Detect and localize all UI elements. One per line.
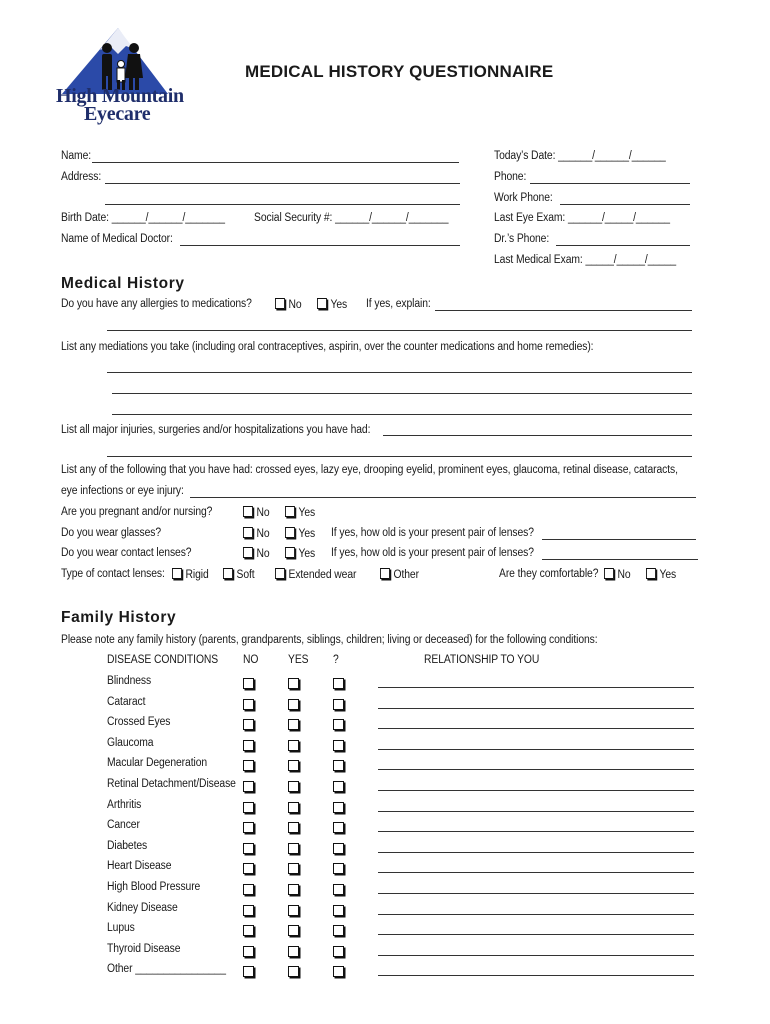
relationship-field[interactable] bbox=[378, 769, 694, 770]
allergies-explain-field[interactable] bbox=[435, 310, 692, 311]
todays-date-field[interactable]: Today’s Date: ______/______/______ bbox=[494, 150, 666, 162]
checkbox-unknown-icon[interactable] bbox=[333, 802, 344, 813]
condition-label: Cataract bbox=[107, 696, 146, 708]
condition-label: Blindness bbox=[107, 675, 152, 687]
relationship-field[interactable] bbox=[378, 708, 694, 709]
no-label: No bbox=[617, 569, 631, 581]
column-relationship: RELATIONSHIP TO YOU bbox=[424, 654, 540, 666]
checkbox-no-icon[interactable] bbox=[243, 966, 254, 977]
checkbox-no-icon[interactable] bbox=[243, 781, 254, 792]
checkbox-yes-icon[interactable] bbox=[288, 884, 299, 895]
checkbox-icon[interactable] bbox=[285, 506, 295, 517]
checkbox-yes-icon[interactable] bbox=[288, 925, 299, 936]
checkbox-icon[interactable] bbox=[243, 547, 253, 558]
medical-doctor-field[interactable] bbox=[180, 245, 460, 246]
allergies-explain-field-2[interactable] bbox=[107, 330, 692, 331]
checkbox-icon[interactable] bbox=[243, 506, 253, 517]
no-label: No bbox=[256, 548, 270, 560]
relationship-field[interactable] bbox=[378, 914, 694, 915]
checkbox-unknown-icon[interactable] bbox=[333, 740, 344, 751]
checkbox-no-icon[interactable] bbox=[243, 863, 254, 874]
checkbox-yes-icon[interactable] bbox=[288, 802, 299, 813]
condition-label: High Blood Pressure bbox=[107, 881, 201, 893]
condition-label: Macular Degeneration bbox=[107, 757, 208, 769]
medical-history-heading: Medical History bbox=[61, 275, 185, 292]
comfortable-question: Are they comfortable? bbox=[499, 568, 599, 580]
injuries-question: List all major injuries, surgeries and/or hospitalizations you have had: bbox=[61, 424, 371, 436]
checkbox-icon[interactable] bbox=[275, 298, 285, 309]
checkbox-icon[interactable] bbox=[646, 568, 656, 579]
contact-type-other-option[interactable] bbox=[380, 568, 419, 581]
condition-label: Crossed Eyes bbox=[107, 716, 171, 728]
checkbox-yes-icon[interactable] bbox=[288, 740, 299, 751]
page-title: MEDICAL HISTORY QUESTIONNAIRE bbox=[245, 62, 554, 81]
checkbox-no-icon[interactable] bbox=[243, 760, 254, 771]
ssn-field[interactable]: Social Security #: ______/______/_______ bbox=[254, 212, 449, 224]
drs-phone-field[interactable] bbox=[556, 245, 690, 246]
injuries-field-1[interactable] bbox=[383, 435, 692, 436]
glasses-age-field[interactable] bbox=[542, 539, 696, 540]
name-label: Name: bbox=[61, 150, 92, 162]
checkbox-no-icon[interactable] bbox=[243, 925, 254, 936]
drs-phone-label: Dr.’s Phone: bbox=[494, 233, 550, 245]
medical-doctor-label: Name of Medical Doctor: bbox=[61, 233, 173, 245]
checkbox-unknown-icon[interactable] bbox=[333, 760, 344, 771]
pregnant-no-option[interactable] bbox=[243, 506, 270, 519]
checkbox-icon[interactable] bbox=[604, 568, 614, 579]
condition-label: Thyroid Disease bbox=[107, 943, 181, 955]
column-unknown: ? bbox=[333, 654, 339, 666]
conditions-question-line2: eye infections or eye injury: bbox=[61, 485, 184, 497]
no-label: No bbox=[256, 528, 270, 540]
checkbox-icon[interactable] bbox=[285, 547, 295, 558]
checkbox-icon[interactable] bbox=[243, 527, 253, 538]
if-yes-explain-label: If yes, explain: bbox=[366, 298, 431, 310]
condition-label: Kidney Disease bbox=[107, 902, 178, 914]
medications-field-3[interactable] bbox=[112, 414, 692, 415]
checkbox-yes-icon[interactable] bbox=[288, 699, 299, 710]
work-phone-label: Work Phone: bbox=[494, 192, 553, 204]
condition-label: Other ________________ bbox=[107, 963, 226, 975]
checkbox-icon[interactable] bbox=[285, 527, 295, 538]
allergies-yes-option[interactable] bbox=[317, 298, 347, 311]
checkbox-yes-icon[interactable] bbox=[288, 946, 299, 957]
family-history-intro: Please note any family history (parents, grandparents, siblings, children; living or deceased) for the following conditions: bbox=[61, 634, 598, 646]
contacts-no-option[interactable] bbox=[243, 547, 270, 560]
checkbox-icon[interactable] bbox=[172, 568, 182, 579]
checkbox-no-icon[interactable] bbox=[243, 678, 254, 689]
contact-type-label: Type of contact lenses: bbox=[61, 568, 165, 580]
checkbox-unknown-icon[interactable] bbox=[333, 843, 344, 854]
pregnant-yes-option[interactable] bbox=[285, 506, 315, 519]
glasses-no-option[interactable] bbox=[243, 527, 270, 540]
yes-label: Yes bbox=[330, 299, 348, 311]
condition-label: Heart Disease bbox=[107, 860, 172, 872]
contacts-followup: If yes, how old is your present pair of lenses? bbox=[331, 547, 534, 559]
relationship-field[interactable] bbox=[378, 975, 694, 976]
phone-field[interactable] bbox=[530, 183, 690, 184]
relationship-field[interactable] bbox=[378, 687, 694, 688]
contact-type-extended-option[interactable] bbox=[275, 568, 356, 581]
contact-type-soft-option[interactable] bbox=[223, 568, 255, 581]
checkbox-icon[interactable] bbox=[223, 568, 233, 579]
address-label: Address: bbox=[61, 171, 102, 183]
logo bbox=[56, 24, 206, 129]
contact-type-other-label: Other bbox=[393, 569, 419, 581]
checkbox-unknown-icon[interactable] bbox=[333, 719, 344, 730]
checkbox-no-icon[interactable] bbox=[243, 802, 254, 813]
checkbox-unknown-icon[interactable] bbox=[333, 678, 344, 689]
checkbox-unknown-icon[interactable] bbox=[333, 925, 344, 936]
relationship-field[interactable] bbox=[378, 728, 694, 729]
no-label: No bbox=[288, 299, 302, 311]
birth-date-field[interactable]: Birth Date: ______/______/_______ bbox=[61, 212, 225, 224]
logo-line2: Eyecare bbox=[84, 103, 151, 125]
glasses-followup: If yes, how old is your present pair of lenses? bbox=[331, 527, 534, 539]
checkbox-yes-icon[interactable] bbox=[288, 678, 299, 689]
checkbox-yes-icon[interactable] bbox=[288, 843, 299, 854]
contacts-age-field[interactable] bbox=[542, 559, 698, 560]
relationship-field[interactable] bbox=[378, 811, 694, 812]
conditions-field[interactable] bbox=[190, 497, 696, 498]
checkbox-no-icon[interactable] bbox=[243, 822, 254, 833]
last-medical-exam-field[interactable]: Last Medical Exam: _____/_____/_____ bbox=[494, 254, 677, 266]
allergies-question: Do you have any allergies to medications? bbox=[61, 298, 252, 310]
checkbox-unknown-icon[interactable] bbox=[333, 822, 344, 833]
work-phone-field[interactable] bbox=[560, 204, 690, 205]
contact-type-rigid-label: Rigid bbox=[185, 569, 209, 581]
family-history-heading: Family History bbox=[61, 609, 177, 626]
relationship-field[interactable] bbox=[378, 790, 694, 791]
condition-label: Lupus bbox=[107, 922, 135, 934]
relationship-field[interactable] bbox=[378, 872, 694, 873]
checkbox-yes-icon[interactable] bbox=[288, 863, 299, 874]
checkbox-yes-icon[interactable] bbox=[288, 966, 299, 977]
address-field[interactable] bbox=[105, 183, 460, 184]
condition-label: Retinal Detachment/Disease bbox=[107, 778, 236, 790]
relationship-field[interactable] bbox=[378, 852, 694, 853]
injuries-field-2[interactable] bbox=[107, 456, 692, 457]
checkbox-unknown-icon[interactable] bbox=[333, 905, 344, 916]
relationship-field[interactable] bbox=[378, 934, 694, 935]
checkbox-no-icon[interactable] bbox=[243, 719, 254, 730]
allergies-no-option[interactable] bbox=[275, 298, 302, 311]
no-label: No bbox=[256, 507, 270, 519]
medications-field-1[interactable] bbox=[107, 372, 692, 373]
checkbox-no-icon[interactable] bbox=[243, 946, 254, 957]
name-field[interactable] bbox=[92, 162, 459, 163]
glasses-yes-option[interactable] bbox=[285, 527, 315, 540]
checkbox-icon[interactable] bbox=[275, 568, 285, 579]
checkbox-unknown-icon[interactable] bbox=[333, 863, 344, 874]
column-no: NO bbox=[243, 654, 259, 666]
medications-field-2[interactable] bbox=[112, 393, 692, 394]
relationship-field[interactable] bbox=[378, 893, 694, 894]
conditions-question-line1: List any of the following that you have had: crossed eyes, lazy eye, drooping eyelid, prominent eyes, glaucoma, retinal disease, cataracts, bbox=[61, 464, 678, 476]
last-eye-exam-field[interactable]: Last Eye Exam: ______/_____/______ bbox=[494, 212, 670, 224]
checkbox-yes-icon[interactable] bbox=[288, 760, 299, 771]
relationship-field[interactable] bbox=[378, 955, 694, 956]
contacts-question: Do you wear contact lenses? bbox=[61, 547, 192, 559]
checkbox-icon[interactable] bbox=[317, 298, 327, 309]
checkbox-no-icon[interactable] bbox=[243, 740, 254, 751]
checkbox-unknown-icon[interactable] bbox=[333, 946, 344, 957]
condition-label: Arthritis bbox=[107, 799, 142, 811]
checkbox-no-icon[interactable] bbox=[243, 699, 254, 710]
logo-line1: High Mountain bbox=[56, 85, 184, 107]
contact-type-rigid-option[interactable] bbox=[172, 568, 209, 581]
checkbox-yes-icon[interactable] bbox=[288, 822, 299, 833]
checkbox-yes-icon[interactable] bbox=[288, 781, 299, 792]
address-field-2[interactable] bbox=[105, 204, 460, 205]
checkbox-no-icon[interactable] bbox=[243, 884, 254, 895]
checkbox-icon[interactable] bbox=[380, 568, 390, 579]
checkbox-yes-icon[interactable] bbox=[288, 719, 299, 730]
yes-label: Yes bbox=[659, 569, 677, 581]
phone-label: Phone: bbox=[494, 171, 527, 183]
contacts-yes-option[interactable] bbox=[285, 547, 315, 560]
column-disease-conditions: DISEASE CONDITIONS bbox=[107, 654, 219, 666]
contact-type-extended-label: Extended wear bbox=[288, 569, 357, 581]
yes-label: Yes bbox=[298, 507, 316, 519]
checkbox-unknown-icon[interactable] bbox=[333, 884, 344, 895]
column-yes: YES bbox=[288, 654, 309, 666]
condition-label: Diabetes bbox=[107, 840, 148, 852]
relationship-field[interactable] bbox=[378, 749, 694, 750]
checkbox-unknown-icon[interactable] bbox=[333, 966, 344, 977]
yes-label: Yes bbox=[298, 548, 316, 560]
checkbox-no-icon[interactable] bbox=[243, 843, 254, 854]
checkbox-unknown-icon[interactable] bbox=[333, 699, 344, 710]
condition-label: Cancer bbox=[107, 819, 140, 831]
pregnant-question: Are you pregnant and/or nursing? bbox=[61, 506, 213, 518]
medications-question: List any mediations you take (including oral contraceptives, aspirin, over the counter medications and home remedies): bbox=[61, 341, 594, 353]
checkbox-yes-icon[interactable] bbox=[288, 905, 299, 916]
comfortable-yes-option[interactable] bbox=[646, 568, 676, 581]
checkbox-no-icon[interactable] bbox=[243, 905, 254, 916]
glasses-question: Do you wear glasses? bbox=[61, 527, 162, 539]
condition-label: Glaucoma bbox=[107, 737, 154, 749]
contact-type-soft-label: Soft bbox=[236, 569, 255, 581]
relationship-field[interactable] bbox=[378, 831, 694, 832]
comfortable-no-option[interactable] bbox=[604, 568, 631, 581]
checkbox-unknown-icon[interactable] bbox=[333, 781, 344, 792]
yes-label: Yes bbox=[298, 528, 316, 540]
